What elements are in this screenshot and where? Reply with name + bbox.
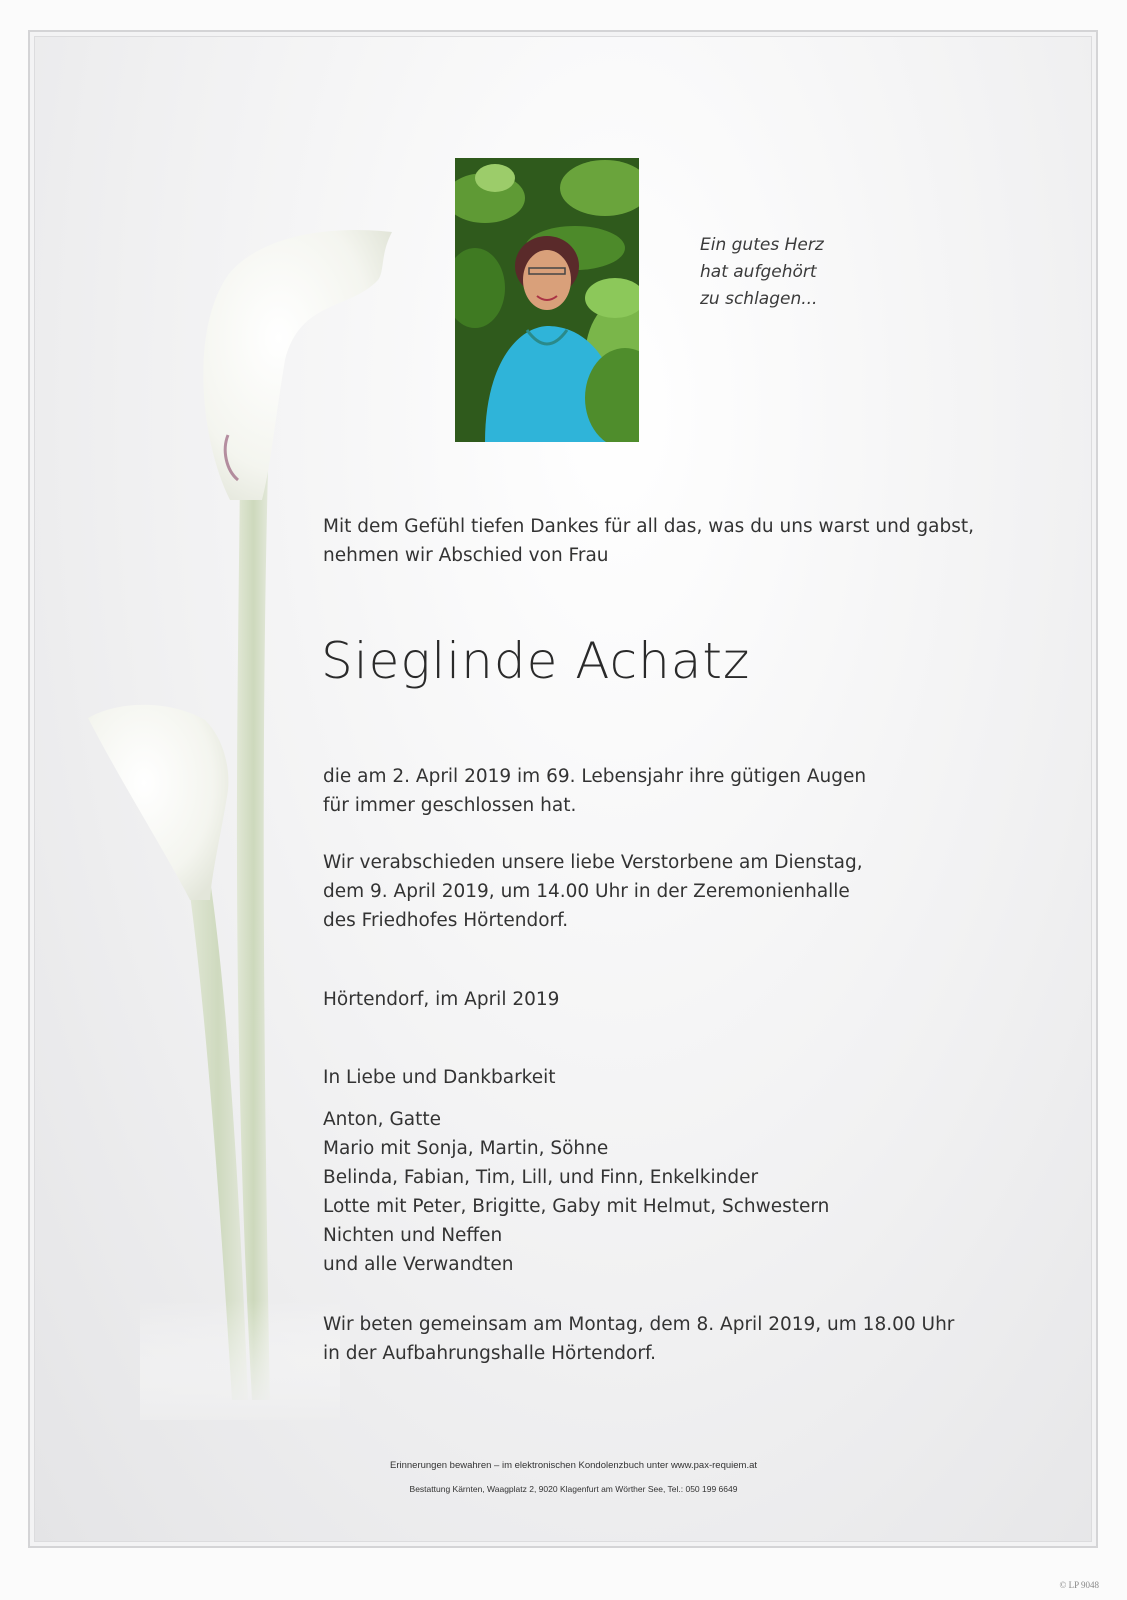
mourners-list xyxy=(323,1105,829,1279)
prayer-line: Wir beten gemeinsam am Montag, dem 8. April 2019, um 18.00 Uhr xyxy=(323,1314,955,1335)
mourner-line: und alle Verwandten xyxy=(323,1254,514,1275)
quote-line: hat aufgehört xyxy=(700,262,817,282)
funeral-line: Wir verabschieden unsere liebe Verstorbene am Dienstag, xyxy=(323,852,863,873)
intro-line: nehmen wir Abschied von Frau xyxy=(323,545,609,566)
mourners-heading: In Liebe und Dankbarkeit xyxy=(323,1067,556,1088)
quote-line: zu schlagen... xyxy=(700,289,818,309)
footer-condolence: Erinnerungen bewahren – im elektronischen Kondolenzbuch unter www.pax-requiem.at xyxy=(389,1460,758,1471)
prayer-text xyxy=(323,1310,954,1368)
print-code: © LP 9048 xyxy=(1059,1580,1099,1590)
mourner-line: Mario mit Sonja, Martin, Söhne xyxy=(323,1138,609,1159)
quote-line: Ein gutes Herz xyxy=(700,235,824,255)
mourner-line: Lotte mit Peter, Brigitte, Gaby mit Helmut, Schwestern xyxy=(323,1196,830,1217)
death-text xyxy=(323,762,866,820)
footer-address: Bestattung Kärnten, Waagplatz 2, 9020 Klagenfurt am Wörther See, Tel.: 050 199 6649 xyxy=(409,1484,738,1494)
funeral-line: dem 9. April 2019, um 14.00 Uhr in der Zeremonienhalle xyxy=(323,881,850,902)
mourner-line: Anton, Gatte xyxy=(323,1109,442,1130)
quote xyxy=(700,232,824,313)
death-line: die am 2. April 2019 im 69. Lebensjahr ihre gütigen Augen xyxy=(323,766,867,787)
mourner-line: Belinda, Fabian, Tim, Lill, und Finn, Enkelkinder xyxy=(323,1167,759,1188)
place-date: Hörtendorf, im April 2019 xyxy=(323,989,560,1010)
funeral-text xyxy=(323,848,863,935)
funeral-line: des Friedhofes Hörtendorf. xyxy=(323,910,569,931)
mourner-line: Nichten und Neffen xyxy=(323,1225,503,1246)
death-line: für immer geschlossen hat. xyxy=(323,795,577,816)
portrait-photo xyxy=(455,158,639,442)
deceased-name: Sieglinde Achatz xyxy=(321,632,751,690)
intro-line: Mit dem Gefühl tiefen Dankes für all das, was du uns warst und gabst, xyxy=(323,516,975,537)
intro-text xyxy=(323,512,974,570)
prayer-line: in der Aufbahrungshalle Hörtendorf. xyxy=(323,1343,657,1364)
